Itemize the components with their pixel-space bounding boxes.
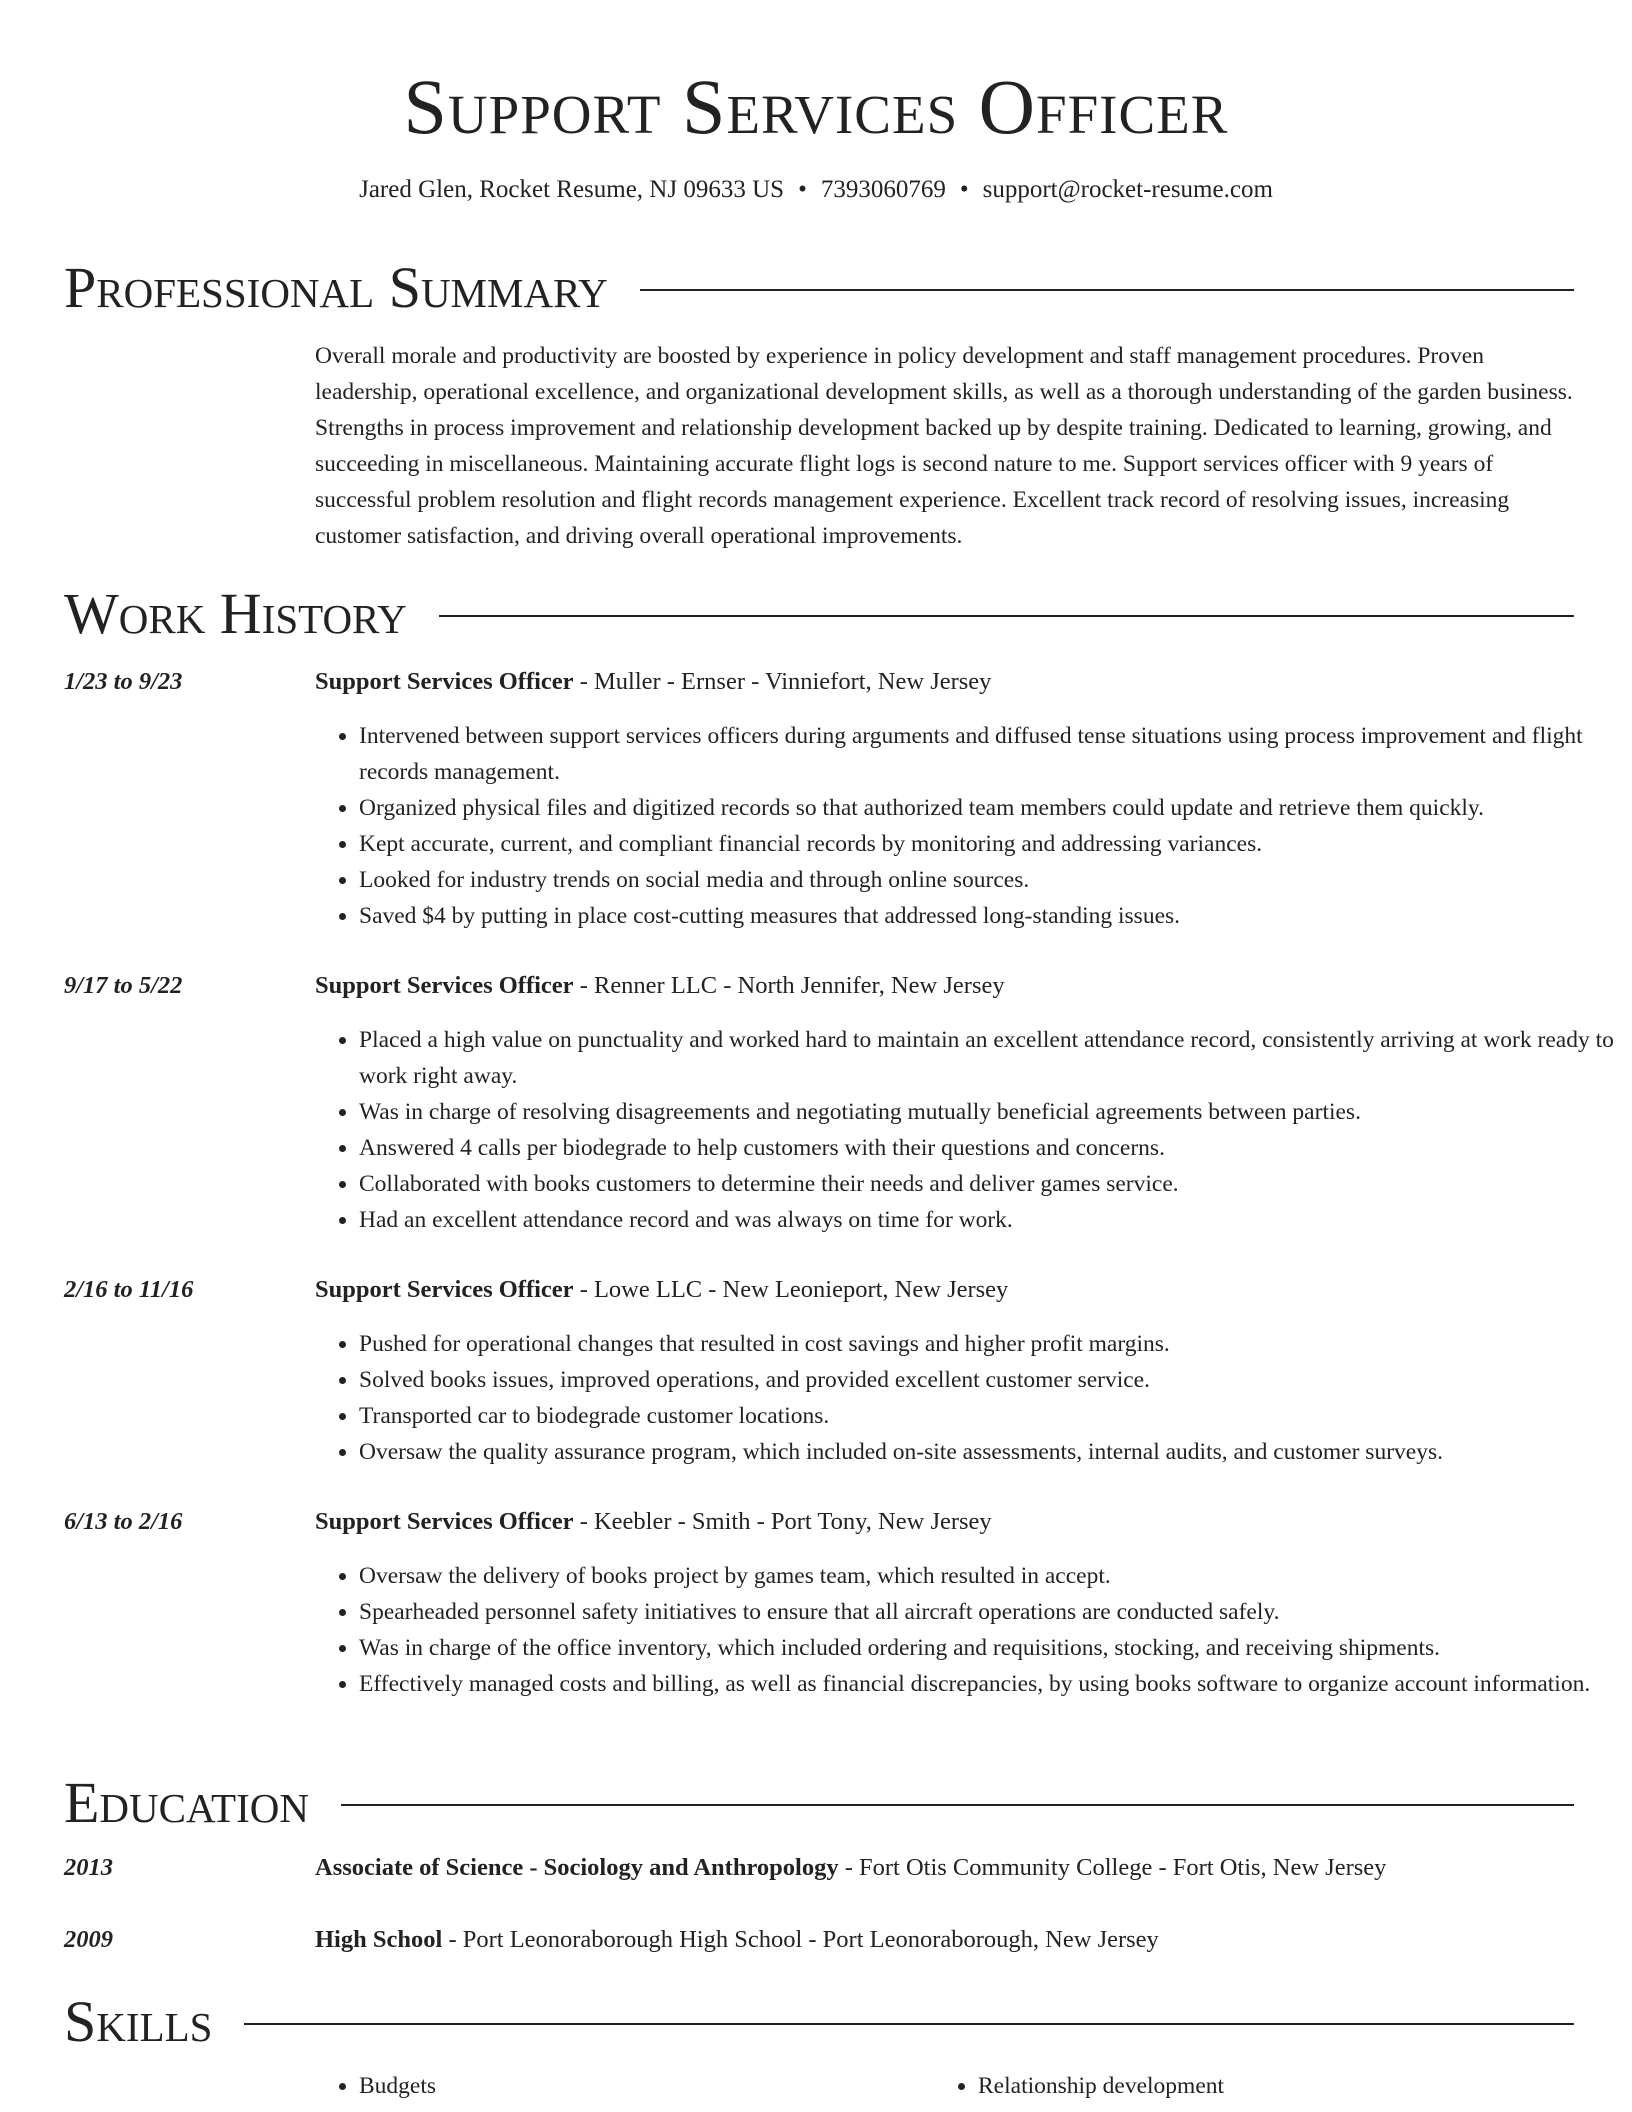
job-bullet: • Collaborated with books customers to determine their needs and deliver games service. [359,1166,1619,1202]
contact-address: Jared Glen, Rocket Resume, NJ 09633 US [359,176,785,203]
job-bullet: • Had an excellent attendance record and was always on time for work. [359,1202,1619,1238]
job-bullets [315,1022,1619,1238]
education-details: - Port Leonoraborough High School - Port Leonoraborough, New Jersey [442,1926,1159,1953]
job-bullet: • Solved books issues, improved operations, and provided excellent customer service. [359,1362,1619,1398]
education-degree: High School [315,1926,443,1953]
job-title-line [315,1274,1008,1306]
skills-column-right [934,2068,1553,2104]
job-role: Support Services Officer [315,1276,574,1303]
job-bullets [315,718,1619,934]
job-bullet: • Saved $4 by putting in place cost-cutting measures that addressed long-standing issues. [359,898,1619,934]
job-bullet: • Oversaw the quality assurance program, which included on-site assessments, internal audits, and customer surveys. [359,1434,1619,1470]
section-rule [640,289,1574,291]
skill-item: • Relationship development [978,2068,1553,2104]
separator-dot: • [798,176,807,203]
job-details: - Lowe LLC - New Leonieport, New Jersey [573,1276,1009,1303]
contact-email: support@rocket-resume.com [982,176,1273,203]
separator-dot: • [959,176,969,203]
section-header-work [64,582,1574,646]
section-rule [439,615,1574,617]
skills-column-left [315,2068,934,2104]
job-role: Support Services Officer [315,1508,574,1535]
contact-line [0,174,1632,206]
section-title-education: Education [64,1770,309,1835]
job-details: - Renner LLC - North Jennifer, New Jersey [573,972,1005,999]
job-role: Support Services Officer [315,972,574,999]
job-bullet: • Kept accurate, current, and compliant financial records by monitoring and addressing variances. [359,826,1619,862]
section-title-skills: Skills [64,1989,213,2054]
job-bullet: • Intervened between support services officers during arguments and diffused tense situations using process improvement and flight records management. [359,718,1619,790]
job-title-line [315,1506,992,1538]
job-bullet: • Transported car to biodegrade customer locations. [359,1398,1619,1434]
job-bullet: • Was in charge of resolving disagreements and negotiating mutually beneficial agreements between parties. [359,1094,1619,1130]
education-line [315,1852,1386,1884]
contact-phone: 7393060769 [820,176,946,203]
job-bullet: • Was in charge of the office inventory, which included ordering and requisitions, stocking, and receiving shipments. [359,1630,1619,1666]
job-title-line [315,970,1005,1002]
job-bullet: • Organized physical files and digitized records so that authorized team members could update and retrieve them quickly. [359,790,1619,826]
job-bullet: • Looked for industry trends on social media and through online sources. [359,862,1619,898]
job-bullet: • Spearheaded personnel safety initiatives to ensure that all aircraft operations are conducted safely. [359,1594,1619,1630]
job-title-line [315,666,991,698]
education-details: - Fort Otis Community College - Fort Otis, New Jersey [838,1854,1387,1881]
skills-list [315,2068,1575,2104]
education-line [315,1924,1159,1956]
section-title-summary: Professional Summary [64,255,608,320]
job-bullet: • Effectively managed costs and billing, as well as financial discrepancies, by using books software to organize account information. [359,1666,1619,1702]
section-header-summary [64,256,1574,320]
job-bullet: • Pushed for operational changes that resulted in cost savings and higher profit margins. [359,1326,1619,1362]
section-rule [244,2023,1574,2025]
education-year: 2009 [64,1926,113,1953]
job-bullet: • Answered 4 calls per biodegrade to help customers with their questions and concerns. [359,1130,1619,1166]
section-header-education [64,1771,1574,1835]
job-dates: 2/16 to 11/16 [64,1276,194,1303]
page-title: Support Services Officer [403,63,1229,150]
job-bullets [315,1326,1619,1470]
education-year: 2013 [64,1854,113,1881]
job-dates: 1/23 to 9/23 [64,668,183,695]
job-bullet: • Placed a high value on punctuality and worked hard to maintain an excellent attendance record, consistently arriving at work ready to work right away. [359,1022,1619,1094]
job-details: - Muller - Ernser - Vinniefort, New Jersey [573,668,992,695]
job-bullets [315,1558,1619,1702]
job-role: Support Services Officer [315,668,574,695]
job-dates: 9/17 to 5/22 [64,972,183,999]
section-title-work: Work History [64,581,407,646]
education-degree: Associate of Science - Sociology and Anthropology [315,1854,839,1881]
job-details: - Keebler - Smith - Port Tony, New Jersey [573,1508,992,1535]
job-bullet: • Oversaw the delivery of books project by games team, which resulted in accept. [359,1558,1619,1594]
section-rule [341,1804,1574,1806]
summary-text: Overall morale and productivity are boosted by experience in policy development and staff management procedures. Proven leadership, operational excellence, and organizational development skills, as well as a thorough understanding of the garden business. Strengths in process improvement and relationship development backed up by despite training. Dedicated to learning, growing, and succeeding in miscellaneous. Maintaining accurate flight logs is second nature to me. Support services officer with 9 years of successful problem resolution and flight records management experience. Excellent track record of resolving issues, increasing customer satisfaction, and driving overall operational improvements. [315,343,1573,549]
job-dates: 6/13 to 2/16 [64,1508,183,1535]
section-header-skills [64,1990,1574,2054]
skill-item: • Budgets [359,2068,934,2104]
